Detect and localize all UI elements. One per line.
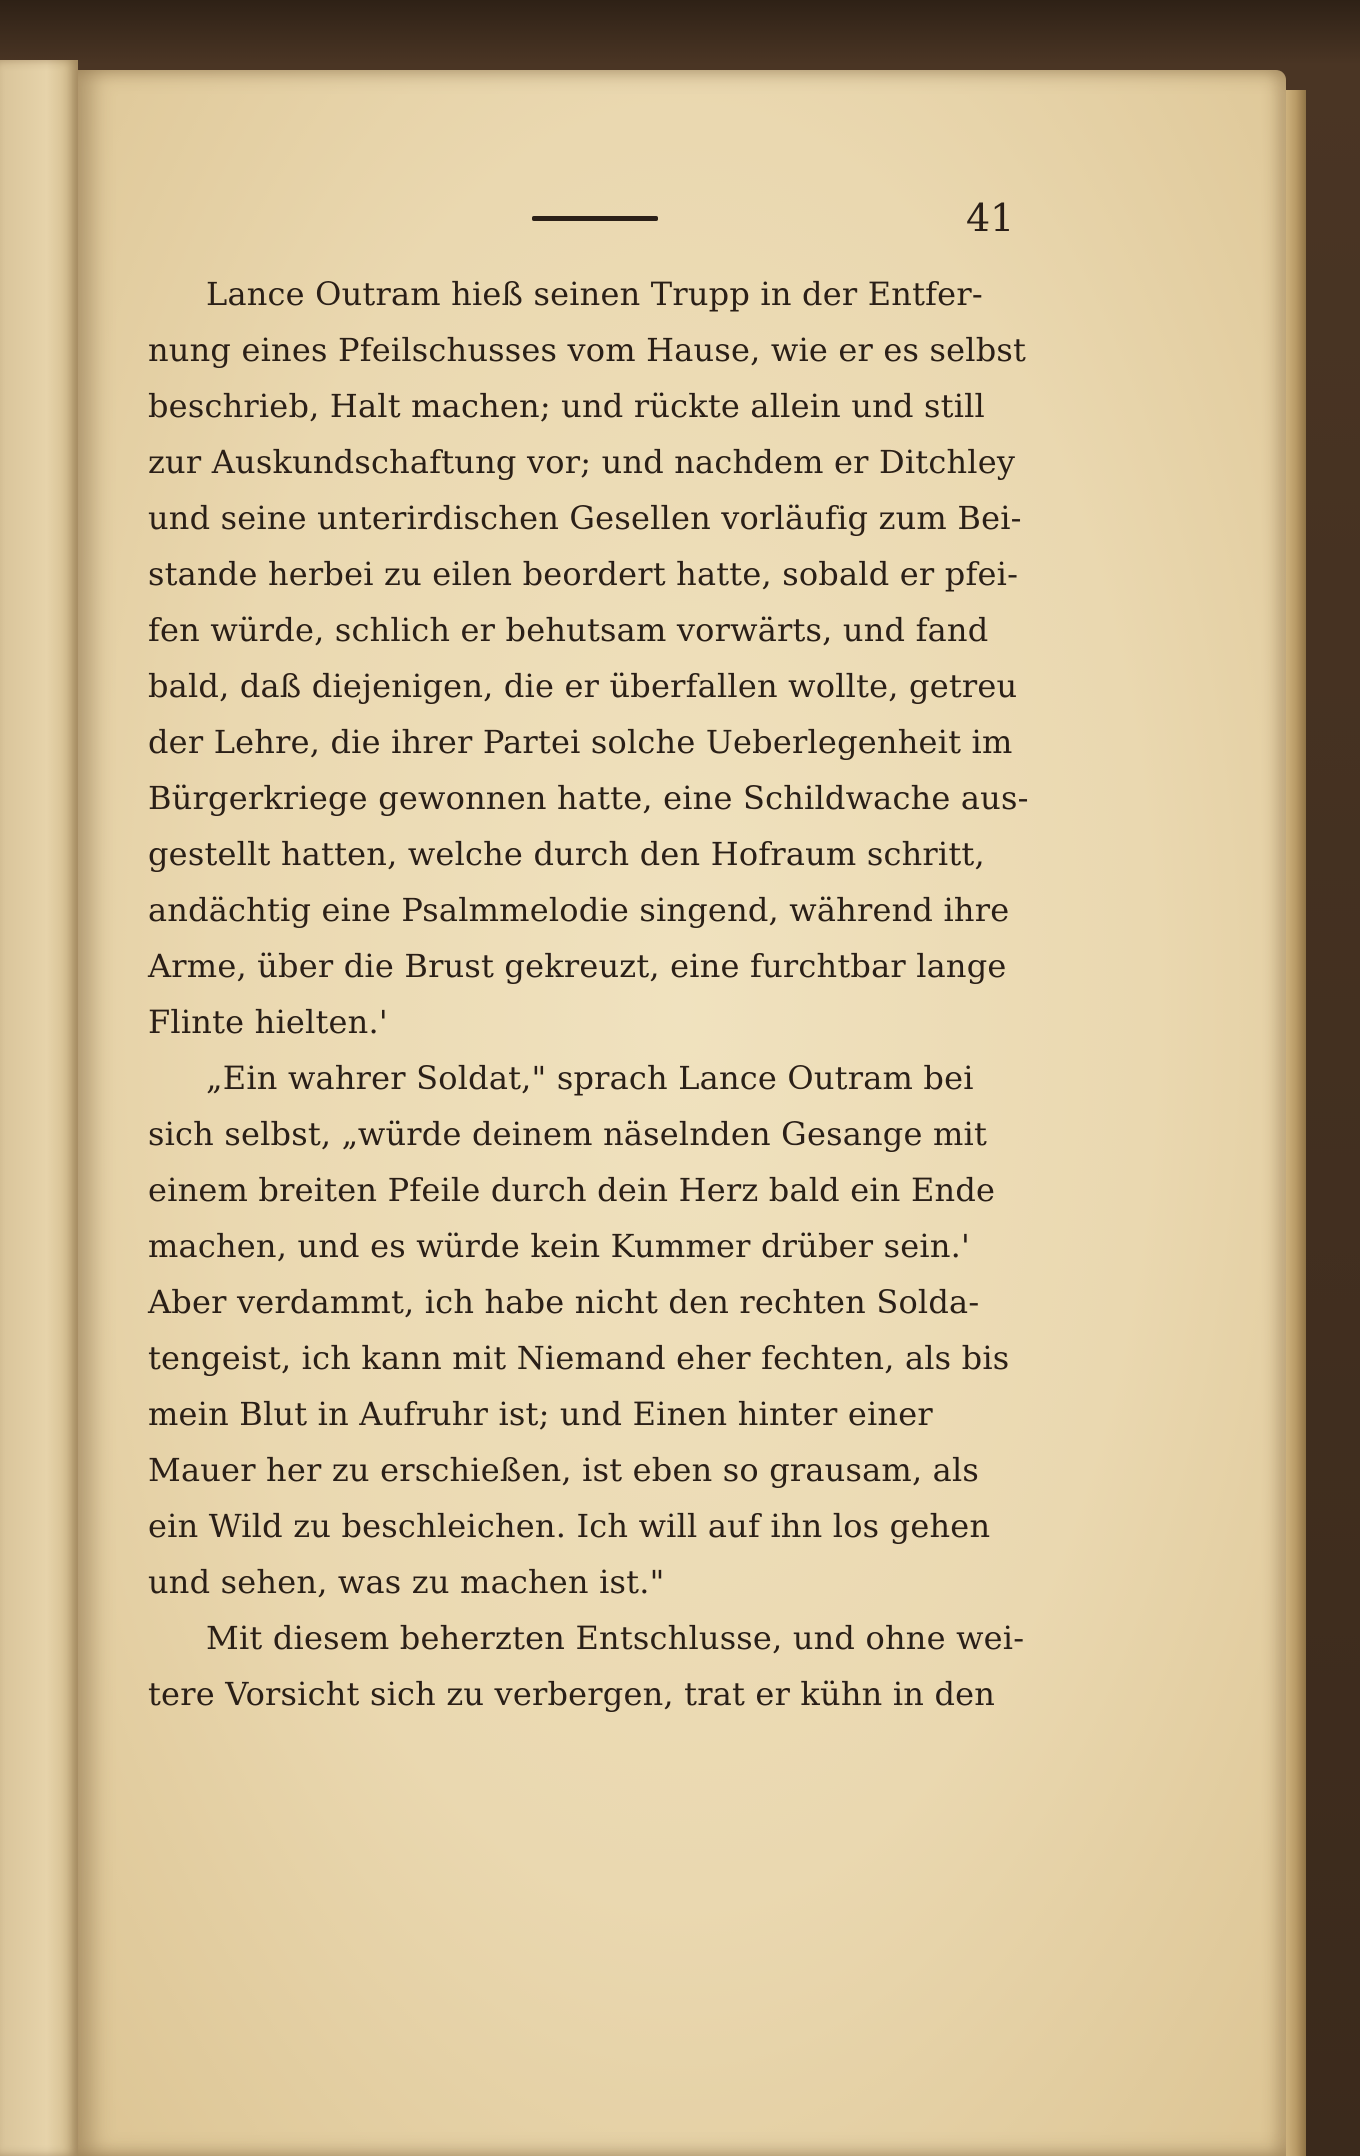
text-line: einem breiten Pfeile durch dein Herz bald ein Ende bbox=[148, 1171, 996, 1209]
text-line: fen würde, schlich er behutsam vorwärts, und fand bbox=[148, 611, 989, 649]
text-line: Aber verdammt, ich habe nicht den rechten Solda- bbox=[148, 1283, 980, 1321]
text-line: und sehen, was zu machen ist." bbox=[148, 1563, 665, 1601]
text-line: der Lehre, die ihrer Partei solche Ueberlegenheit im bbox=[148, 723, 1013, 761]
text-line: tengeist, ich kann mit Niemand eher fechten, als bis bbox=[148, 1339, 1010, 1377]
text-line: beschrieb, Halt machen; und rückte allein und still bbox=[148, 387, 985, 425]
text-line: zur Auskundschaftung vor; und nachdem er Ditchley bbox=[148, 443, 1016, 481]
text-line: bald, daß diejenigen, die er überfallen wollte, getreu bbox=[148, 667, 1018, 705]
text-line: stande herbei zu eilen beordert hatte, sobald er pfei- bbox=[148, 555, 1019, 593]
text-line: und seine unterirdischen Gesellen vorläufig zum Bei- bbox=[148, 499, 1022, 537]
page-stack-edge bbox=[1286, 90, 1306, 2156]
header-rule bbox=[532, 216, 658, 221]
text-line: tere Vorsicht sich zu verbergen, trat er kühn in den bbox=[148, 1675, 996, 1713]
text-line: Mauer her zu erschießen, ist eben so grausam, als bbox=[148, 1451, 980, 1489]
text-line: gestellt hatten, welche durch den Hofraum schritt, bbox=[148, 835, 985, 873]
text-line: Lance Outram hieß seinen Trupp in der Entfer- bbox=[206, 275, 983, 313]
text-line: Flinte hielten.' bbox=[148, 1003, 388, 1041]
facing-page-edge bbox=[0, 60, 78, 2156]
page-number: 41 bbox=[966, 196, 1015, 240]
body-text bbox=[148, 266, 1028, 1722]
text-line: Mit diesem beherzten Entschlusse, und ohne wei- bbox=[206, 1619, 1025, 1657]
text-line: sich selbst, „würde deinem näselnden Gesange mit bbox=[148, 1115, 988, 1153]
text-line: ein Wild zu beschleichen. Ich will auf ihn los gehen bbox=[148, 1507, 991, 1545]
text-line: machen, und es würde kein Kummer drüber sein.' bbox=[148, 1227, 971, 1265]
text-line: „Ein wahrer Soldat," sprach Lance Outram bei bbox=[206, 1059, 974, 1097]
text-line: andächtig eine Psalmmelodie singend, während ihre bbox=[148, 891, 1010, 929]
text-line: Arme, über die Brust gekreuzt, eine furchtbar lange bbox=[148, 947, 1007, 985]
text-line: Bürgerkriege gewonnen hatte, eine Schildwache aus- bbox=[148, 779, 1029, 817]
text-line: mein Blut in Aufruhr ist; und Einen hinter einer bbox=[148, 1395, 933, 1433]
text-line: nung eines Pfeilschusses vom Hause, wie er es selbst bbox=[148, 331, 1027, 369]
